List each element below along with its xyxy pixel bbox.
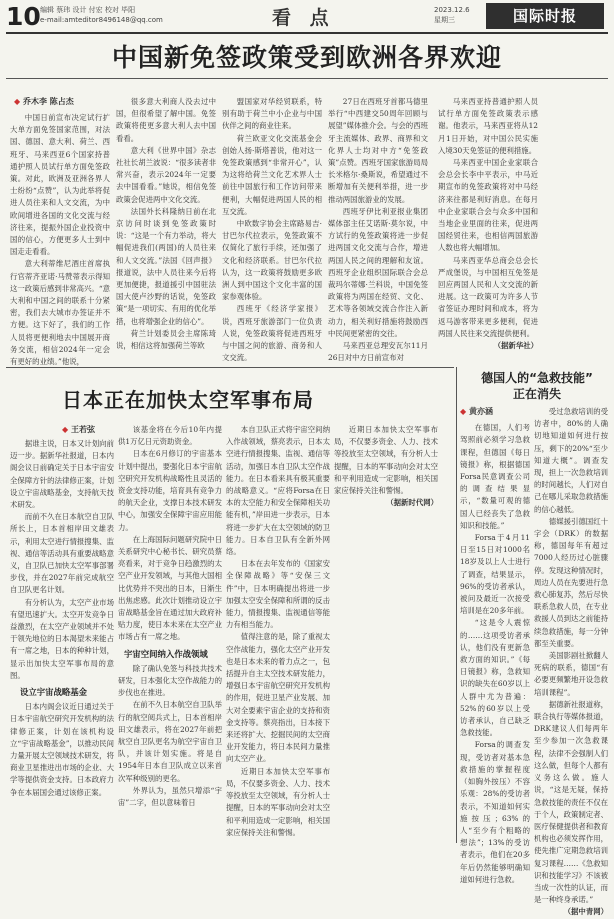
headline-line-2: 正在消失 [512, 387, 561, 401]
paragraph: 中欧数字协会主席路易吉·甘巴尔代拉表示，免签政策不仅简化了旅行手续，还加强了文化和经济联系。甘巴尔代拉认为，这一政策将鼓励更多欧洲人到中国这个文化丰富的国家参观体验。 [222, 219, 322, 302]
article2-column-2 [118, 424, 222, 842]
paragraph: 据德新社报道称，联合执行等媒体报道，DRK建议人们每两年至少参加一次急救课程，法律不会强制人们这么做，但每个人都有义务这么做。施人说，“这是无疑，保持急救技能的责任不仅在于个人，政策制定者、医疗保健提供者和教育机构也必须发挥作用，使先推广定期急救培训复习课程……《急救知识和技能学习》不该被当成一次性的认证，而是一种终身承诺。” [534, 699, 608, 905]
article-divider [6, 367, 454, 368]
paragraph: 近期日本加快太空军事布局，不仅要多资金、人力、技术等投放至太空领域，有分析人士提醒，日本的军事动向会对太空和平利用造成一定影响，相关国家应保持关注和警惕。 [334, 425, 438, 496]
article2-column-3 [226, 424, 330, 842]
paragraph: 近期日本加快太空军事布局，不仅要多资金、人力、技术等投放至太空领域，有分析人士提醒，日本的军事动向会对太空和平利用造成一定影响，相关国家应保持关注和警惕。 [226, 766, 330, 837]
page-number: 10 [6, 2, 41, 31]
editors-line: 编辑 蔡玮 设计 付宏 校对 毕阳 [40, 6, 136, 14]
paragraph: 而前不久在日本航空自卫队所长上，日本首相岸田文雄表示，利用太空进行情报搜集、监视、通信等活动具有重要战略意义，自卫队已加快太空军事部署步伐，并在2027年前完成航空自卫队更名计划。 [10, 512, 114, 595]
headline-rule [6, 78, 608, 79]
byline-text: 乔木李 陈占杰 [22, 97, 74, 106]
editor-email: e-mail:amteditor8496148@qq.com [40, 16, 163, 24]
paragraph: 值得注意的是，除了重视太空作战能力，强化太空产业开发也是日本未来的着力点之一，包括提升自主太空技术研发能力，增强日本宇宙航空研究开发机构的作用，促进卫星产业发展、加大对全要素宇宙企业的支持和资金支持等。蔡亮指出，日本接下来还将扩大、挖掘民间的太空商业开发能力，将日本民间力量推向太空产业。 [226, 632, 330, 764]
article1-column-5 [434, 96, 604, 366]
byline-article1 [14, 96, 74, 107]
paragraph: 外界认为，虽然只增添“宇宙”二字，但以意味着日 [118, 785, 222, 808]
paragraph: 在上海国际问题研究院中日关系研究中心秘书长、研究员蔡亮看来，对于竞争日趋激烈的太空产业开发领域，与其他大国相比优势并不突出的日本，日渐生出焦虑感。此次计划推动设立宇宙战略基金旨在通过加大政府补贴力度，使日本未来在太空产业市场占有一席之地。 [118, 534, 222, 642]
newspaper-logo: 国际时报 [486, 3, 604, 29]
article2-column-4 [334, 424, 452, 842]
paragraph: 日本在去年发布的《国家安全保障战略》等“安保三文件”中，日本明确提出将进一步加强太空安全保障和所谓的反击能力，情报搜集、监视通信等能力有相当能力。 [226, 559, 330, 630]
paragraph: 本自卫队正式将宇宙空间纳入作战领域，蔡亮表示，日本太空进行情报搜集、监视、通信等活动，加强日本自卫队太空作战能力。在日本看来具有极其重要的战略意义。“应将Forsa在日本的太空能力和安全保障相关功能有机，”岸田进一步表示，日本将进一步扩大在太空领域的防卫能力。日本自卫队有全新外网络。 [226, 425, 330, 557]
byline-text: 王若弦 [70, 425, 95, 434]
paragraph: 西班牙伊比利亚报业集团媒体部主任艾诺斯·莫尔说，中方试行的免签政策将进一步促进两国文化交流与合作，增进两国人民之间的理解和友谊。西班牙企业组织国际联合会总裁玛尔蒂娜·兰科说，中国免签政策将为两国在经贸、文化、艺术等各领域交流合作注入新动力，相关利好措施将鼓励西中民间更紧密的交往。 [328, 206, 428, 338]
date-line: 2023.12.6 [434, 6, 470, 14]
paragraph: 据谁主说，日本又计划向前迈一步。据新华社报道，日本内阁会议日前确定关于日本宇宙安全保障方针的法律修正案，计划设立宇宙战略基金，支持航天技术研发。 [10, 439, 114, 510]
paragraph: 中国日前宣布决定试行扩大单方面免签国家范围，对法国、德国、意大利、荷兰、西班牙、马来西亚6个国家持普通护照人员试行单方面免签政策。对此，欧洲及亚洲各界人士纷纷“点赞”，认为此举将促进人员往来和人文交流，为中欧间增进各国的文化交流与经济往来，提振外国企业投资中国的信心，方便更多人士到中国走走看看。 [10, 113, 110, 257]
diamond-icon: ◆ [62, 425, 69, 434]
paragraph: 27日在西班牙首都马德里举行“中西建交50周年回顾与展望”媒体推介会。与会的西班牙主流媒体、政界、商界和文化界人士均对中方“免签政策”点赞。西班牙国家旅游局局长米格尔·桑斯说，希望通过不断增加有关便利举措，进一步推动两国旅游业的发展。 [328, 97, 428, 204]
article1-column-1 [10, 112, 110, 366]
byline-article3 [460, 406, 530, 418]
paragraph: 意大利《世界中国》杂志社社长胡兰波说：“很多读者非常兴奋，表示2024年一定要去中国看看。”她说，相信免签政策会促进两中文化交流。 [116, 145, 216, 204]
paragraph: 受过急救培训的受访者中，80%的人确切地知道如何进行按压，剩下的20%“至少知道大概”。调查发现，担上一次急救培训的时间越长，人们对自己在哪儿采取急救措施的信心越低。 [534, 407, 608, 514]
paragraph: 西班牙《经济学家报》说，西班牙旅游部门一位负责人说，免签政策将促进西班牙与中国之间的旅游、商务和人文交流。 [222, 304, 322, 363]
byline-article2 [62, 424, 95, 435]
paragraph: 美国影剧社掀翻人死病的联系，德国“有必要更频繁地开设急救培训课程”。 [534, 651, 608, 697]
article1-column-3 [222, 96, 322, 366]
section-title: 看 点 [272, 7, 335, 29]
issue-date [434, 5, 470, 25]
headline-line-1: 德国人的“急救技能” [481, 371, 593, 385]
article2-subheading-1: 设立宇宙战略基金 [20, 687, 87, 698]
paragraph: 法国外长科隆纳日前在北京访问时谈到免签政策时说：“这是一个有力举动，将大幅促进我们(两国)的人员往来和人文交流。”法国《回声报》报道说，法中人员往来今后将更加便捷，报道援引中国驻法国大使卢沙野的话说，免签政策“是一项切实、有用的优化举措，也将增强企业的信心”。 [116, 206, 216, 326]
article1-credit: （据新华社） [493, 341, 538, 351]
paragraph: Forsa的调查发现，受访者对基本急救措施的掌握程度（如胸外按压）不容乐观：28%的受访者表示，不知道如何实施按压；63%的人“至少有个粗略的想法”；13%的受访者表示，他们在20多年后仍然能够明确知道如何进行急救。 [460, 740, 530, 884]
paragraph: 意大利蒂维尼酒庄首席执行官蒂齐亚诺·马赞蒂表示得知这一政策后感到非常高兴。“意大利和中国之间的联系十分紧密，我们去大城市办签证并不方便。这下好了，我们的工作人员将更便利地去中国展开商务交流，相信2024年一定会有更好的业绩。”他说， [10, 259, 110, 367]
byline-text: 黄亦涵 [468, 407, 493, 416]
article1-column-4 [328, 96, 428, 366]
vertical-divider [456, 367, 457, 843]
paragraph: 日本内阁会议近日通过关于日本宇宙航空研究开发机构的法律修正案，计划在该机构设立“宇宙战略基金”，以推动民间力量开展太空领域技术研发，将商业卫星推进出市场的企业、大学等提供资金支持。日本政府力争在本届国会通过该修正案。 [10, 702, 114, 797]
article3-column-1 [460, 406, 530, 884]
article2-headline: 日本正在加快太空军事布局 [62, 388, 314, 412]
paragraph: 马来西亚华总商会总会长严成堡说，与中国相互免签是回应两国人民和人文交流的新进展。这一政策可为许多人节省签证办理时间和成本，将为返马游客带来更多便利，促进两国人民往来交流提供便利。 [438, 255, 538, 338]
weekday-line: 星期三 [434, 16, 455, 24]
editor-credits [40, 5, 163, 25]
paragraph: Forsa于4月11日至15日对1000名18岁及以上人士进行了调查，结果显示，96%的受访者承认，被问及最近一次接受培训是在20多年前。 [460, 533, 530, 616]
paragraph: 荷兰欧亚文化交流基金会创始人扬·斯塔普说，他对这一免签政策感到“非常开心”，认为这将给荷兰文化艺术界人士前往中国旅行和工作访问带来便利，大幅促进两国人民的相互交流。 [222, 133, 322, 216]
paragraph: 荷兰计划委员会主席陈琦说，相信这将加强荷兰等欧 [116, 328, 216, 351]
diamond-icon: ◆ [14, 97, 21, 106]
article2-credit: （据新时代网） [386, 498, 438, 508]
article2-column-1 [10, 438, 114, 842]
paragraph: 在前不久日本航空自卫队举行的航空阅兵式上，日本首相岸田文雄表示，将在2027年前把航空自卫队更名为航空宇宙自卫队，并该计划实施。将是自1954年日本自卫队成立以来首次军种级别的更名。 [118, 700, 222, 783]
paragraph: 马来西亚总理安瓦尔11月26日对中方日前宣布对 [328, 341, 428, 363]
paragraph: 马来西亚持普通护照人员试行单方面免签政策表示感谢。他表示，马来西亚将从12月1日开始，对中国公民实施入境30天免签证的便利措施。 [438, 97, 538, 155]
paragraph: 马来西亚中国企业家联合会总会长李中平表示，中马近期宣布的免签政策将对中马经济来往都是利好消息。在每月中企业家联合会与众多中国和当地企业里面的往来，促进两国经贸往来，也相信两国旅游人数也将大幅增加。 [438, 158, 538, 253]
diamond-icon: ◆ [460, 407, 467, 416]
paragraph: 有分析认为，太空产业市场有望迅速扩大。太空开发竞争日益激烈，在太空产业领域并不处于领先地位的日本渴望未来能占有一席之地，日本的种种计划，显示出加快太空军事布局的意图。 [10, 597, 114, 680]
paragraph: “这是令人震惊的……这项受访者承认，他们没有更新急救方面的知识。”《每日镜报》称，急救知识的缺失在60岁以上人群中尤为普遍：52%的60岁以上受访者承认，自己缺乏急救技能。 [460, 618, 530, 738]
article1-column-2 [116, 96, 216, 366]
paragraph: 该基金将在今后10年内提供1万亿日元资助资金。 [118, 425, 222, 447]
article3-credit: （据中青网） [563, 907, 608, 917]
paragraph: 盟国家对华经贸联系，特别有助于荷兰中小企业与中国伙伴之间的商业往来。 [222, 97, 322, 131]
paragraph: 德媒援引德国红十字会（DRK）的数据称，德国每年有超过7000人经历过心脏骤停。发现这种情况时，周边人员在先要进行急救心肺复苏，然后尽快联系急救人员，在专业救援人员到达之前能持续急救措施，每一分钟都至关重要。 [534, 516, 608, 648]
paragraph: 在德国，人们考驾照前必须学习急救课程，但德国《每日镜报》称，根据德国Forsa民意调查公司的调查结果显示，“数量可观的德国人已经丧失了急救知识和技能。” [460, 423, 530, 530]
article3-column-2 [534, 406, 608, 917]
main-headline: 中国新免签政策受到欧洲各界欢迎 [111, 43, 502, 72]
paragraph: 日本在6月修订的宇宙基本计划中提出，要强化日本宇宙航空研究开发机构战略性且灵活的资金支持功能，培育具有竞争力的航天企业，支撑日本技术研发中心，加强安全保障宇宙应用能力。 [118, 449, 222, 532]
article2-subheading-2: 宇宙空间纳入作战领域 [124, 648, 208, 659]
paragraph: 很多意大利商人没去过中国，但很希望了解中国。免签政策将使更多意大利人去中国看看。 [116, 97, 216, 143]
paragraph: 除了确认免签与科技共技术研发，日本强化太空作战能力的步伐也在推进。 [118, 663, 222, 698]
article3-headline [472, 370, 602, 402]
header-rule [6, 32, 608, 34]
